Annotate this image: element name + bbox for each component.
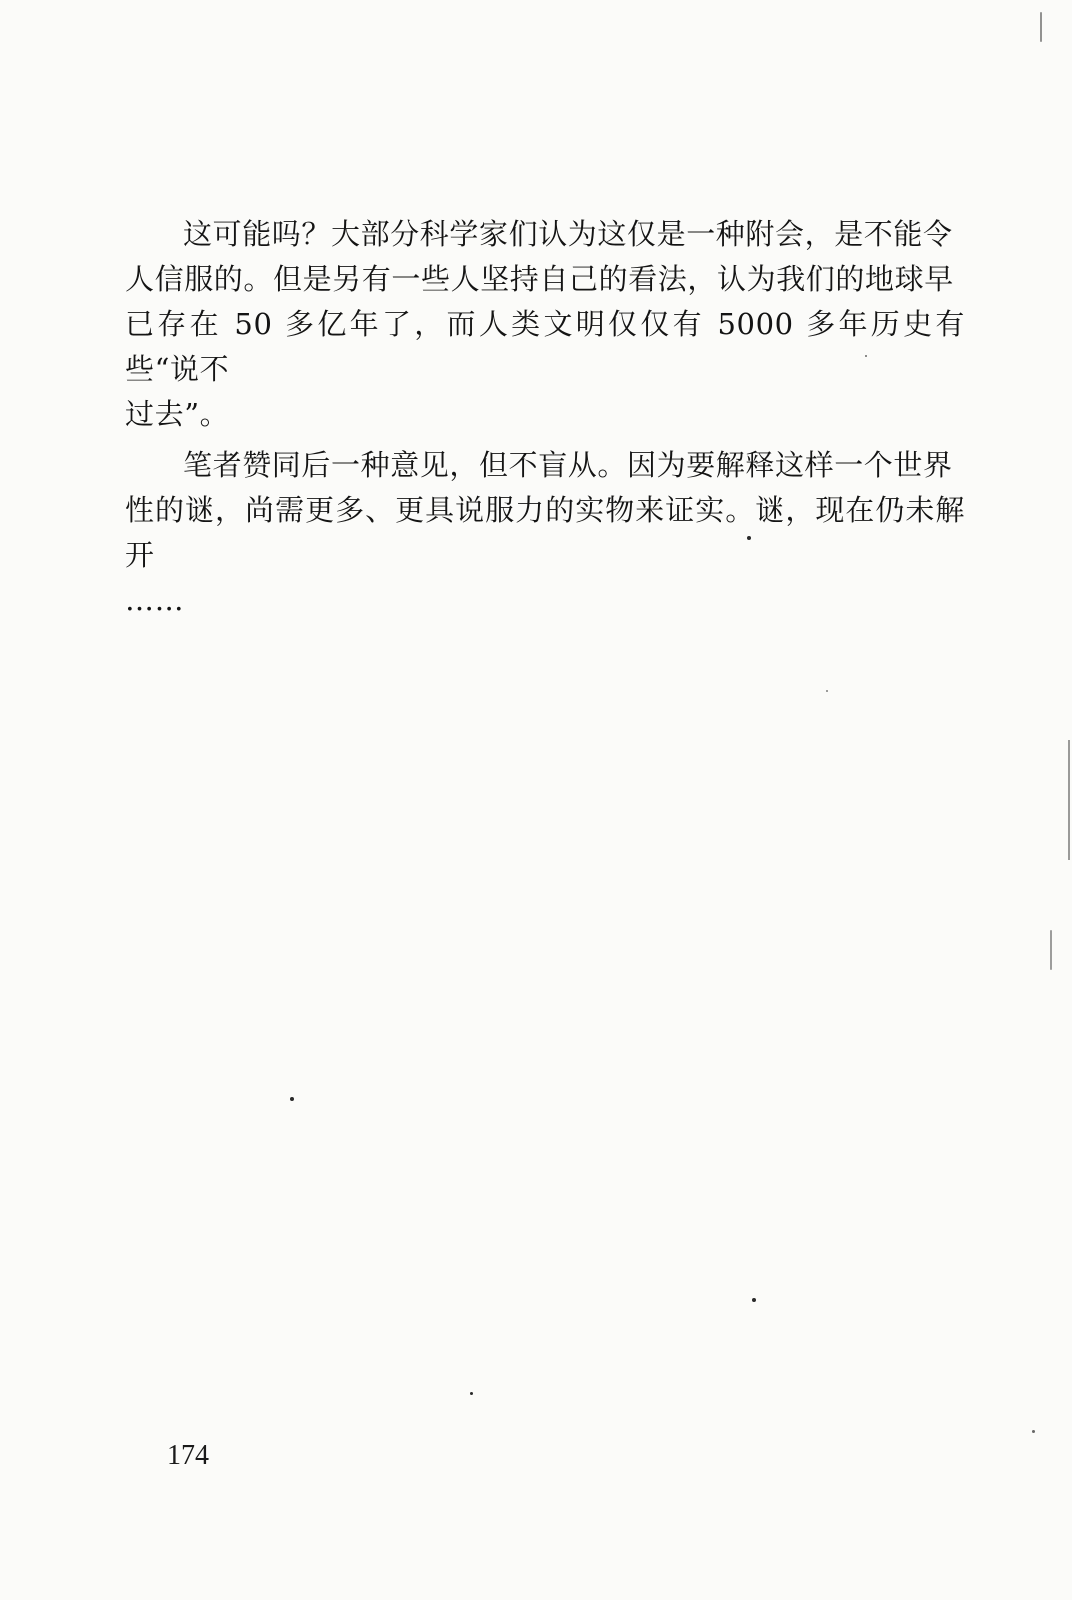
scan-speck [865, 355, 867, 357]
scan-speck [826, 690, 828, 692]
paragraph-2: 笔者赞同后一种意见，但不盲从。因为要解释这样一个世界 性的谜，尚需更多、更具说服力的实物来证实。谜，现在仍未解开 …… [125, 448, 965, 617]
scan-speck [1032, 1430, 1035, 1433]
scan-speck [747, 536, 751, 540]
scan-speck [752, 1298, 756, 1302]
scan-speck [470, 1392, 473, 1395]
scan-edge-line [1068, 740, 1070, 860]
page-number: 174 [167, 1440, 209, 1471]
paragraph-1: 这可能吗？大部分科学家们认为这仅是一种附会，是不能令 人信服的。但是另有一些人坚持自己的看法，认为我们的地球早 已存在 50 多亿年了，而人类文明仅仅有 5000 多年历史有些“说不 过去”。 [125, 217, 965, 431]
scan-speck [1050, 930, 1052, 970]
scan-speck [290, 1097, 294, 1101]
scan-speck [1040, 12, 1042, 42]
body-text [125, 212, 965, 623]
